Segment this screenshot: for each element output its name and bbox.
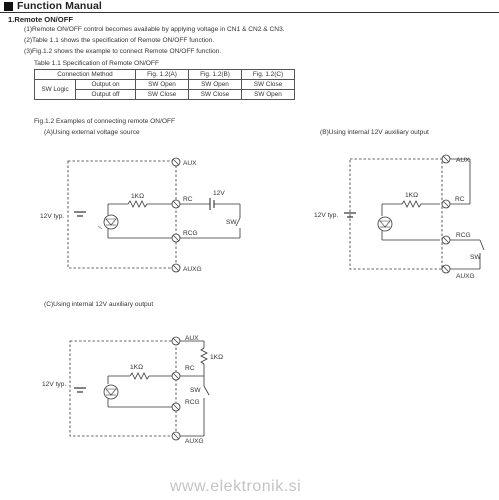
label-rcg-a: RCG [183, 230, 198, 237]
resistor [130, 373, 149, 379]
label-supply-c: 12V typ. [42, 381, 67, 388]
label-rc-c: RC [185, 365, 195, 372]
label-auxg-b: AUXG [456, 273, 475, 280]
header-cell: Fig. 1.2(B) [189, 70, 242, 80]
label-aux-a: AUX [183, 160, 197, 167]
header-cell: Fig. 1.2(A) [136, 70, 189, 80]
optocoupler-icon [378, 217, 392, 231]
group-cell: SW Logic [35, 80, 76, 100]
diagram-a [68, 158, 240, 272]
table-cell: SW Close [189, 90, 242, 100]
label-aux-c: AUX [185, 335, 199, 342]
table-cell: Output on [76, 80, 136, 90]
diagram-a-caption: (A)Using external voltage source [44, 129, 140, 136]
table-cell: SW Open [136, 80, 189, 90]
label-auxg-a: AUXG [183, 266, 202, 273]
switch-symbol [204, 386, 209, 395]
label-auxg-c: AUXG [185, 438, 204, 445]
optocoupler-icon [104, 385, 118, 399]
dashed-boundary [350, 159, 442, 269]
dashed-boundary [68, 161, 176, 268]
table-cell: SW Close [242, 80, 295, 90]
header-cell: Connection Method [35, 70, 136, 80]
header-cell: Fig. 1.2(C) [242, 70, 295, 80]
paragraph-1: (1)Remote ON/OFF control becomes available by applying voltage in CN1 & CN2 & CN3. [24, 26, 285, 33]
label-resistor-c: 1KΩ [130, 364, 143, 371]
paragraph-2: (2)Table 1.1 shows the specification of Remote ON/OFF function. [24, 37, 215, 44]
watermark: www.elektronik.si [170, 478, 302, 495]
resistor [402, 201, 421, 207]
paragraph-3: (3)Fig.1.2 shows the example to connect Remote ON/OFF function. [24, 48, 222, 55]
figure-caption: Fig.1.2 Examples of connecting remote ON/OFF [34, 118, 176, 125]
label-supply-b: 12V typ. [314, 212, 339, 219]
label-battery-a: 12V [213, 190, 225, 197]
label-aux-b: AUX [456, 157, 470, 164]
label-sw-b: SW [470, 254, 481, 261]
table-cell: Output off [76, 90, 136, 100]
label-resistor-b: 1KΩ [405, 192, 418, 199]
resistor-2 [201, 348, 207, 364]
table-cell: SW Close [136, 90, 189, 100]
label-resistor-a: 1KΩ [131, 193, 144, 200]
label-sw-c: SW [190, 387, 201, 394]
diagram-b-caption: (B)Using internal 12V auxiliary output [320, 129, 429, 136]
page-title: Function Manual [17, 0, 102, 12]
section-title: 1.Remote ON/OFF [8, 15, 73, 24]
optocoupler-icon [104, 215, 118, 229]
label-sw-a: SW [226, 219, 237, 226]
diagram-c [70, 337, 209, 440]
label-rcg-c: RCG [185, 399, 200, 406]
label-rc-b: RC [455, 196, 465, 203]
label-resistor2-c: 1KΩ [210, 354, 223, 361]
resistor [128, 201, 147, 207]
table-caption: Table 1.1 Specification of Remote ON/OFF [34, 60, 159, 67]
table-cell: SW Open [242, 90, 295, 100]
table-cell: SW Open [189, 80, 242, 90]
label-rc-a: RC [183, 196, 193, 203]
diagram-c-caption: (C)Using internal 12V auxiliary output [44, 301, 154, 308]
label-rcg-b: RCG [456, 232, 471, 239]
label-supply-a: 12V typ. [40, 213, 65, 220]
diagram-b [344, 155, 484, 273]
switch-symbol [480, 240, 484, 250]
